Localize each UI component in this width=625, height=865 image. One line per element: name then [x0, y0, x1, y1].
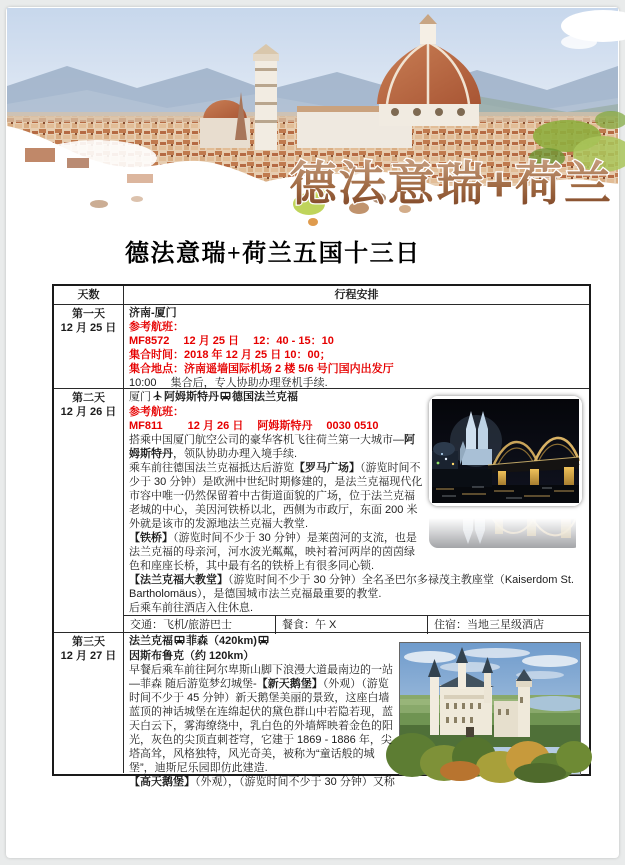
day1-route: 济南-厦门: [129, 307, 177, 319]
day2-para-cathedral: 【法兰克福大教堂】（游览时间不少于 30 分钟）全名圣巴尔多禄茂主教座堂（Kaiserdom St. Bartholomäus），是德国城市法兰克福最重要的教堂.: [129, 574, 574, 600]
day3-para-neuschwanstein: 早餐后乘车前往阿尔卑斯山脚下浪漫大道最南边的一站—菲森 随后游览梦幻城堡-【新天鹅堡】（外观）（游览时间不少于 45 分钟）新天鹅堡美丽的景致，这座白墙蓝顶的神话城堡在连绵起伏的黛色群山中若隐若现，蓝天白云下，雾海缭绕中，乳白色的外墙辉映着金色的阳光，灰色的尖顶直刺苍穹，它建于 1869 - 1886 年，尖塔高耸，风格独特，风光奇美，被称为“童话般的城堡”，迪斯尼乐园即仿此建造.: [129, 664, 393, 774]
day1-day: 第一天: [72, 308, 105, 320]
day1-meet-time: 集合时间：2018 年 12 月 25 日 10：00；: [129, 349, 331, 361]
photo-reflection: [429, 508, 582, 548]
day1-flight-label: 参考航班：: [129, 321, 184, 333]
day2-hotel: 住宿：当地三星级酒店: [434, 619, 544, 631]
table-row-day2: [54, 389, 589, 633]
bus-icon: [258, 635, 269, 649]
plane-icon: [152, 390, 163, 405]
document-page: [6, 7, 619, 858]
day2-label: [54, 389, 124, 632]
day2-day: 第二天: [72, 392, 105, 404]
banner-overlay-title: 德法意瑞+荷兰: [289, 157, 613, 210]
day2-para-hotel: 后乘车前往酒店入住休息.: [129, 602, 254, 614]
day2-transport: 交通：飞机/旅游巴士: [124, 616, 276, 634]
day2-content: [124, 389, 589, 615]
day1-meet-place: 集合地点：济南遥墙国际机场 2 楼 5/6 号门国内出发厅: [129, 363, 394, 375]
day2-para-roemerberg: 乘车前往德国法兰克福抵达后游览【罗马广场】（游览时间不少于 30 分钟）是欧洲中世纪时期修建的，是法兰克福现代化市容中唯一仍然保留着中古街道面貌的广场，位于法兰克福老城的中心，美因河铁桥以北，西侧为市政厅，东面 200 米外就是该市的发源地法兰克福大教堂.: [129, 462, 423, 530]
day2-para-arrival: 搭乘中国厦门航空公司的豪华客机飞往荷兰第一大城市—阿姆斯特丹，领队协助办理入境手续.: [129, 434, 415, 460]
day1-date: 12 月 25 日: [60, 322, 117, 334]
header-days: 天数: [54, 286, 124, 304]
day2-logistics-row: [124, 615, 589, 634]
day1-flight: MF8572 12 月 25 日 12：40 - 15：10: [129, 335, 334, 347]
photo-cologne-bridge-night: [429, 396, 582, 548]
day3-route: 法兰克福 菲森（420km)因斯布鲁克（约 120km）: [129, 634, 585, 663]
day3-para-hohenschwangau: 【高天鹅堡】（外观），（游览时间不少于 30 分钟）又称: [129, 776, 395, 788]
day3-date: 12 月 27 日: [60, 650, 117, 662]
day1-label: [54, 305, 124, 388]
banner-florence-photo: [7, 8, 618, 229]
day3-day: 第三天: [72, 636, 105, 648]
table-header-row: [54, 286, 589, 305]
photo-neuschwanstein-castle: [399, 642, 579, 775]
header-itinerary: 行程安排: [334, 289, 379, 301]
itinerary-table: [52, 284, 591, 788]
page-title: 德法意瑞+荷兰五国十三日: [125, 241, 421, 267]
day1-content: [124, 305, 589, 390]
day2-meals: 餐食：午 X: [276, 616, 428, 634]
day2-flight-label: 参考航班：: [129, 406, 184, 418]
day3-content: [124, 633, 589, 789]
day2-flight: MF811 12 月 26 日 阿姆斯特丹 0030 0510: [129, 420, 379, 432]
bus-icon: [174, 635, 185, 649]
day2-para-ironbridge: 【铁桥】（游览时间不少于 30 分钟）是莱茵河的支流，也是法兰克福的母亲河，河水波光粼粼，映衬着河两岸的茵茵绿色和座座长桥，其中最有名的铁桥上有很多同心锁.: [129, 532, 417, 572]
bus-icon: [220, 391, 231, 405]
day2-route: 厦门 阿姆斯特丹 德国法兰克福: [129, 391, 298, 403]
table-row-day1: [54, 305, 589, 389]
table-row-day3: [54, 633, 589, 788]
day1-note: 10:00 集合后，专人协助办理登机手续.: [129, 377, 328, 389]
day3-label: [54, 633, 124, 773]
day2-date: 12 月 26 日: [60, 406, 117, 418]
